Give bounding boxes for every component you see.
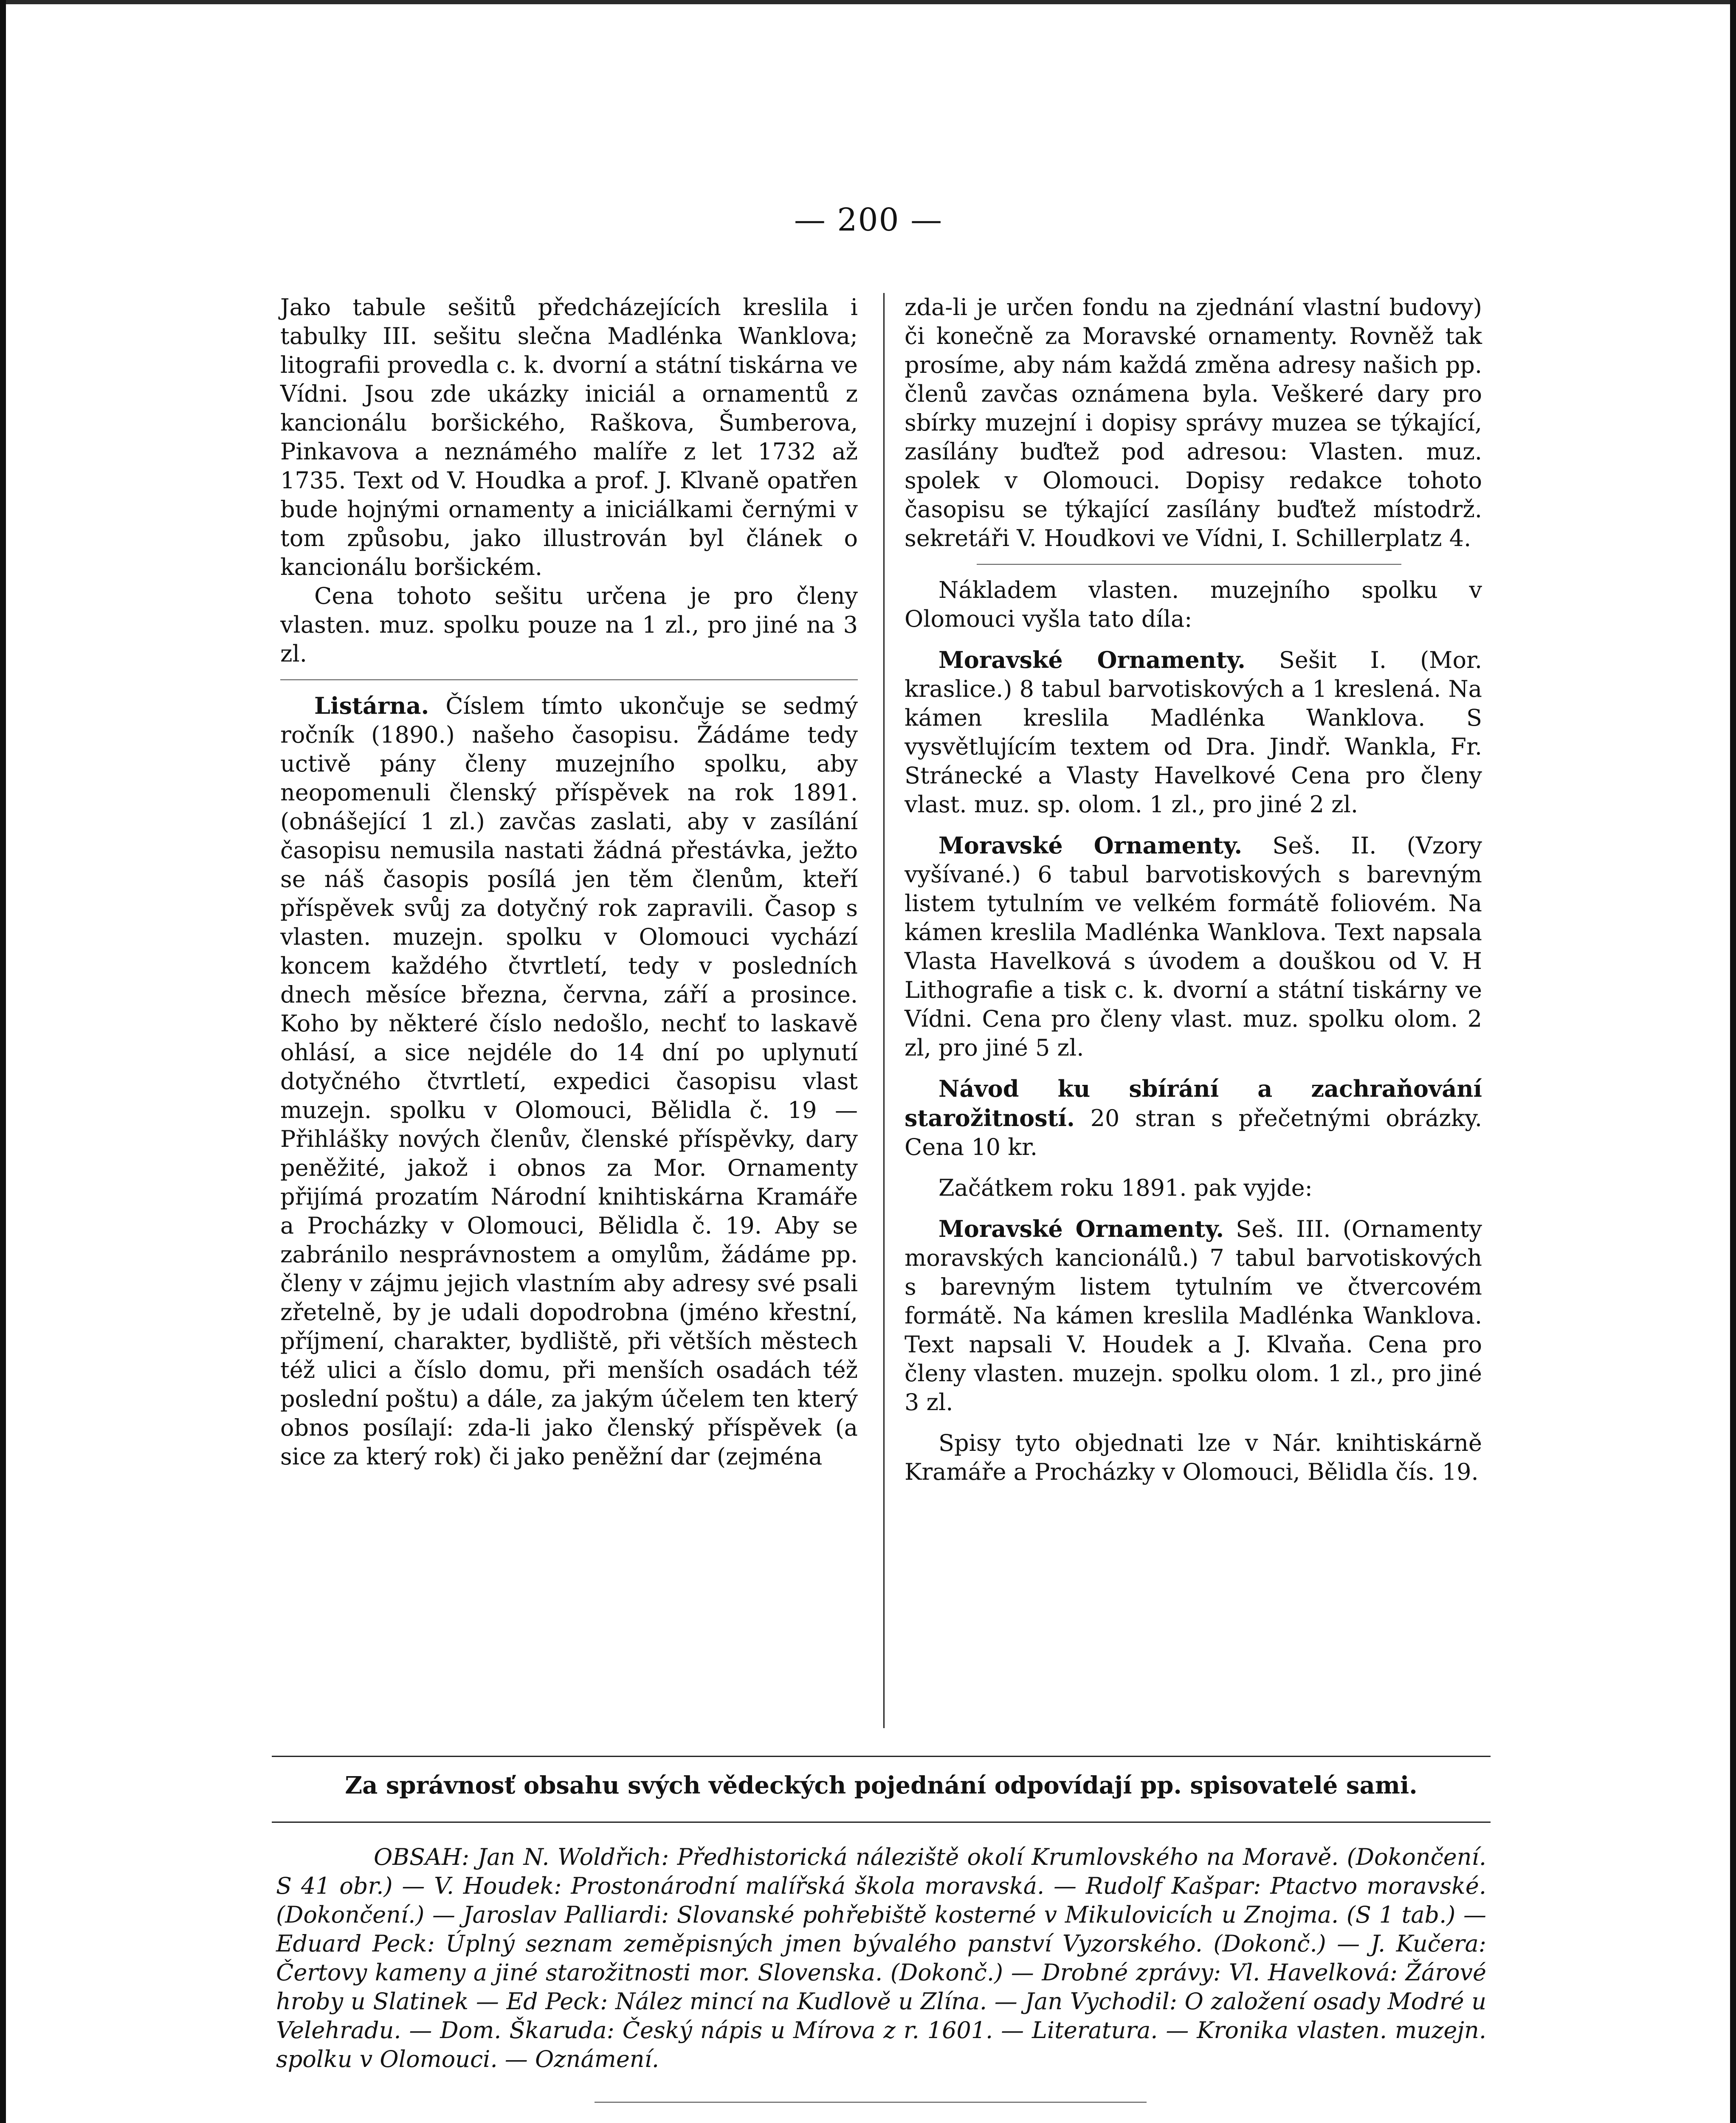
section-divider [280,679,858,680]
scan-edge-top [0,0,1736,4]
publication-item-1 [905,645,1482,819]
column-divider [883,293,885,1728]
publication-title: Moravské Ornamenty. [938,1215,1224,1242]
credits-rule [595,2102,1147,2103]
publication-item-3 [905,1074,1482,1162]
listarna-paragraph [280,691,858,1471]
left-column [280,293,858,1471]
publication-item-4 [905,1214,1482,1417]
right-paragraph-3: Začátkem roku 1891. pak vyjde: [938,1174,1313,1201]
scan-edge-right [1730,0,1736,2123]
table-of-contents [276,1843,1486,2074]
publication-title: Moravské Ornamenty. [938,832,1243,859]
left-paragraph-1: Jako tabule sešitů předcházejících kreslila i tabulky III. sešitu slečna Madlénka Wanklova; litografii provedla c. k. dvorní a státní tiskárna ve Vídni. Jsou zde ukázky iniciál a ornamentů z kancionálu boršického, Raškova, Šumberova, Pinkavova a neznámého malíře z let 1732 až 1735. Text od V. Houdka a prof. J. Klvaně opatřen bude hojnými ornamenty a iniciálkami černými v tom způsobu, jako illustrován byl článek o kancionálu boršickém. [280,294,858,580]
page-number: — 200 — [794,202,943,238]
footer-rule [272,1822,1491,1823]
publication-text: Seš. III. (Ornamenty moravských kancionálů.) 7 tabul barvotiskových s barevným listem tytulním ve čtvercovém formátě. Na kámen kreslila Madlénka Wanklova. Text napsali V. Houdek a J. Klvaňa. Cena pro členy vlasten. muzejn. spolku olom. 1 zl., pro jiné 3 zl. [905,1216,1482,1416]
publication-text: 20 stran s přečetnými obrázky. Cena 10 kr. [905,1105,1482,1160]
left-paragraph-2: Cena tohoto sešitu určena je pro členy vlasten. muz. spolku pouze na 1 zl., pro jiné na 3 zl. [280,583,858,667]
listarna-heading: Listárna. [314,692,429,719]
publication-text: Seš. II. (Vzory vyšívané.) 6 tabul barvotiskových s barevným listem tytulním ve velkém formátě foliovém. Na kámen kreslila Madlénka Wanklova. Text napsala Vlasta Havelková s úvodem a douškou od V. H Lithografie a tisk c. k. dvorní a státní tiskárny ve Vídni. Cena pro členy vlast. muz. spolku olom. 2 zl, pro jiné 5 zl. [905,832,1482,1061]
publication-title: Návod ku sbírání a zachraňování starožitností. [905,1075,1482,1132]
responsibility-note: Za správnosť obsahu svých vědeckých pojednání odpovídají pp. spisovatelé sami. [345,1771,1418,1799]
contents-text: Jan N. Woldřich: Předhistorická náleziště okolí Krumlovského na Moravě. (Dokončení. S 41 obr.) — V. Houdek: Prostonárodní malířská škola moravská. — Rudolf Kašpar: Ptactvo moravské. (Dokončení.) — Jaroslav Palliardi: Slovanské pohřebiště kosterné v Mikulovicích u Znojma. (S 1 tab.) — Eduard Peck: Úplný seznam zeměpisných jmen bývalého panství Vyzorského. (Dokonč.) — J. Kučera: Čertovy kameny a jiné starožitnosti mor. Slovenska. (Dokonč.) — Drobné zprávy: Vl. Havelková: Žárové hroby u Slatinek — Ed Peck: Nález mincí na Kudlově u Zlína. — Jan Vychodil: O založení osady Modré u Velehradu. — Dom. Škaruda: Český nápis u Mírova z r. 1601. — Literatura. — Kronika vlasten. muzejn. spolku v Olomouci. — Oznámení. [276,1844,1486,2072]
publication-text: Sešit I. (Mor. kraslice.) 8 tabul barvotiskových a 1 kreslená. Na kámen kreslila Madlénka Wanklova. S vysvětlujícím textem od Dra. Jindř. Wankla, Fr. Stránecké a Vlasty Havelkové Cena pro členy vlast. muz. sp. olom. 1 zl., pro jiné 2 zl. [905,647,1482,818]
right-column [905,293,1482,1487]
right-paragraph-4: Spisy tyto objednati lze v Nár. knihtiskárně Kramáře a Procházky v Olomouci, Bělidla čís. 19. [905,1430,1482,1485]
scan-edge-left [0,0,6,2123]
right-paragraph-1: zda-li je určen fondu na zjednání vlastní budovy) či konečně za Moravské ornamenty. Rovněž tak prosíme, aby nám každá změna adresy našich pp. členů zavčas oznámena byla. Veškeré dary pro sbírky muzejní i dopisy správy muzea se týkající, zasílány buďtež pod adresou: Vlasten. muz. spolek v Olomouci. Dopisy redakce tohoto časopisu se týkající zasílány buďtež místodrž. sekretáři V. Houdkovi ve Vídni, I. Schillerplatz 4. [905,294,1482,552]
publication-title: Moravské Ornamenty. [938,646,1246,673]
footer-rule [272,1756,1491,1757]
section-divider [977,564,1401,565]
contents-label: OBSAH: [374,1844,470,1870]
publication-item-2 [905,831,1482,1062]
listarna-text: Číslem tímto ukončuje se sedmý ročník (1890.) našeho časopisu. Žádáme tedy uctivě pány členy muzejního spolku, aby neopomenuli členský příspěvek na rok 1891. (obnášející 1 zl.) zavčas zaslati, aby v zasílání časopisu nemusila nastati žádná přestávka, ježto se náš časopis posílá jen těm členům, kteří příspěvek svůj za dotyčný rok zapravili. Časop s vlasten. muzejn. spolku v Olomouci vychází koncem každého čtvrtletí, tedy v posledních dnech měsíce března, června, září a prosince. Koho by některé číslo nedošlo, nechť to laskavě ohlásí, a sice nejdéle do 14 dní po uplynutí dotyčného čtvrtletí, expedici časopisu vlast muzejn. spolku v Olomouci, Bělidla č. 19 — Přihlášky nových členův, členské příspěvky, dary peněžité, jakož i obnos za Mor. Ornamenty přijímá prozatím Národní knihtiskárna Kramáře a Procházky v Olomouci, Bělidla č. 19. Aby se zabránilo nesprávnostem a omylům, žádáme pp. členy v zájmu jejich vlastním aby adresy své psali zřetelně, by je udali dopodrobna (jméno křestní, příjmení, charakter, bydliště, při větších městech též ulici a číslo domu, při menších osadách též poslední poštu) a dále, za jakým účelem ten který obnos posílají: zda-li jako členský příspěvek (a sice za který rok) či jako peněžní dar (zejména [280,693,858,1470]
right-paragraph-2: Nákladem vlasten. muzejního spolku v Olomouci vyšla tato díla: [905,577,1482,632]
